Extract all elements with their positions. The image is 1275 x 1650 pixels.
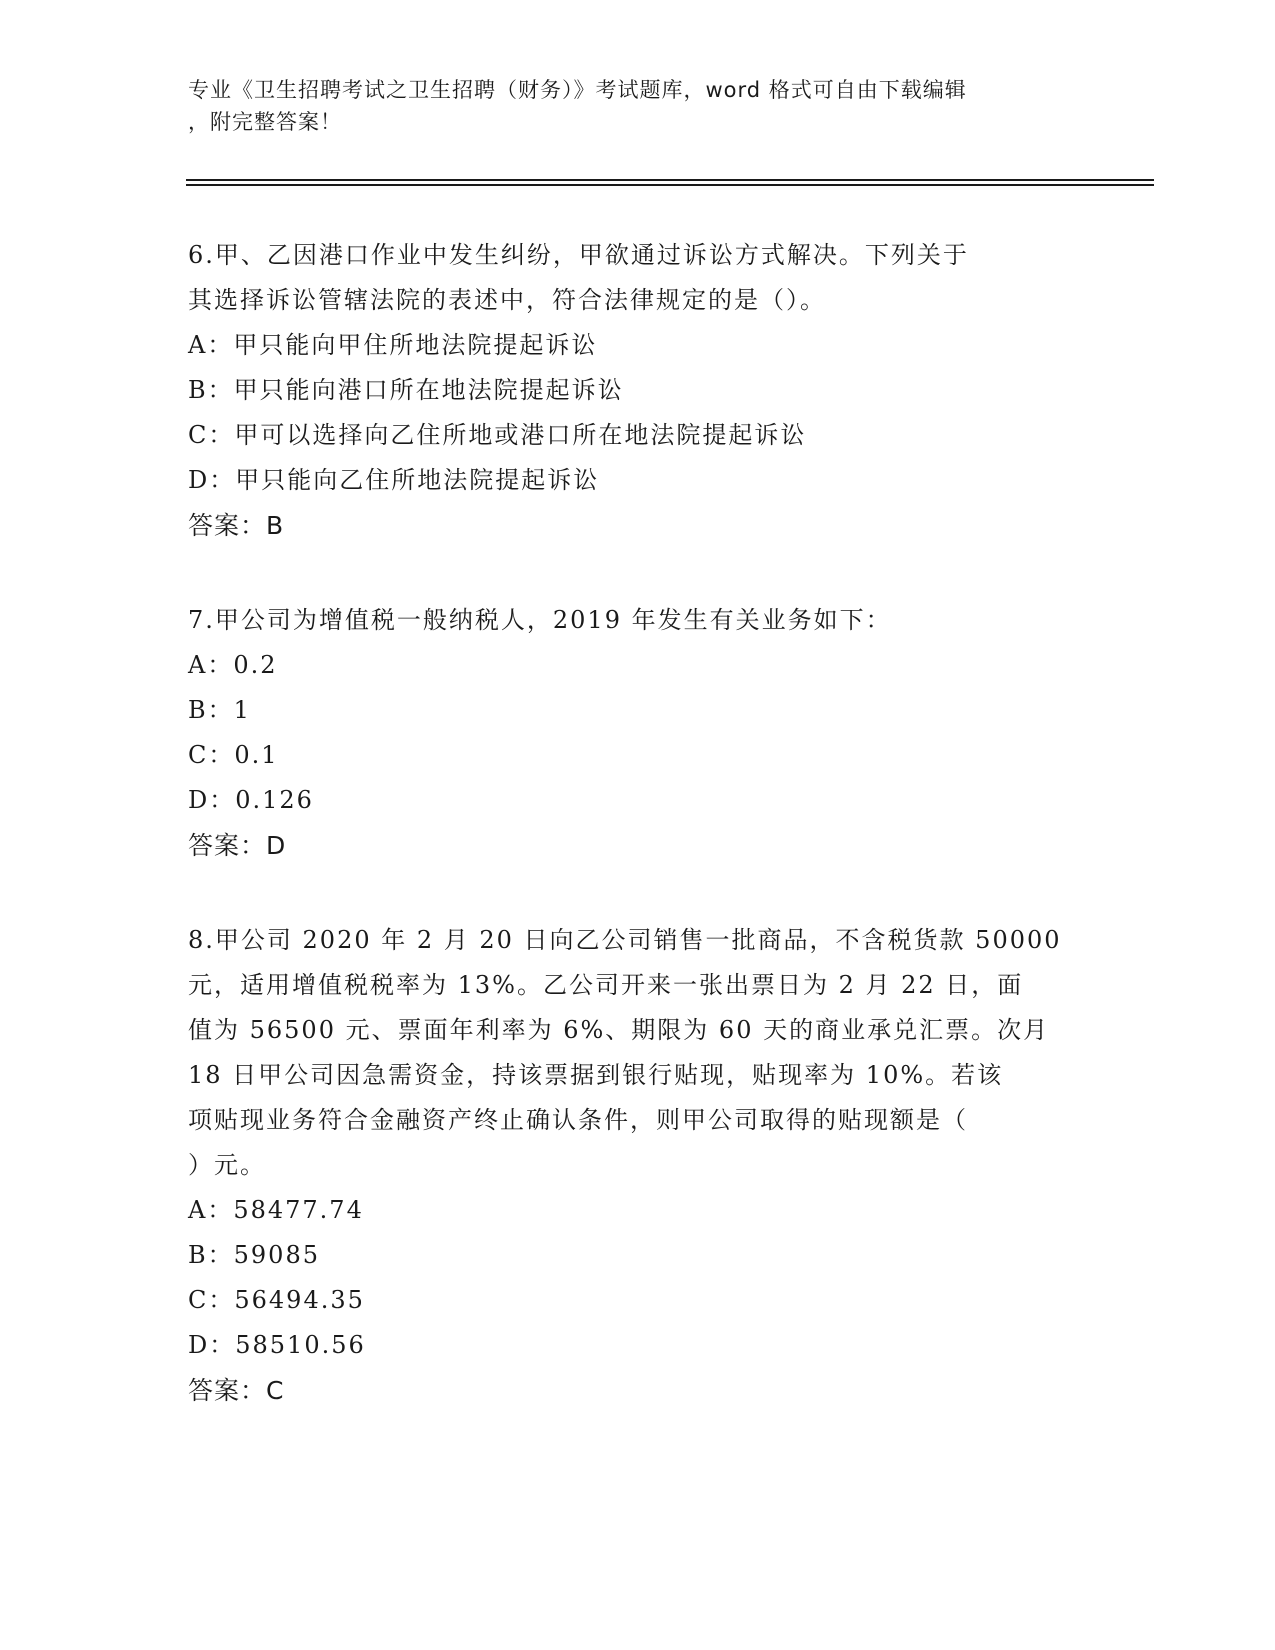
question-stem-line: 值为 56500 元、票面年利率为 6%、期限为 60 天的商业承兑汇票。次月	[188, 1016, 1050, 1044]
answer-label: 答案：C	[188, 1376, 285, 1405]
question-stem-line: 18 日甲公司因急需资金，持该票据到银行贴现，贴现率为 10%。若该	[188, 1061, 1004, 1089]
answer-label: 答案：B	[188, 511, 285, 540]
option-c: C：甲可以选择向乙住所地或港口所在地法院提起诉讼	[188, 421, 807, 449]
option-a: A：0.2	[188, 651, 278, 679]
question-stem-line: 项贴现业务符合金融资产终止确认条件，则甲公司取得的贴现额是（	[188, 1106, 968, 1134]
question-stem-line: 其选择诉讼管辖法院的表述中，符合法律规定的是（）。	[188, 286, 826, 314]
option-c: C：56494.35	[188, 1286, 365, 1314]
question-stem-line: 7.甲公司为增值税一般纳税人，2019 年发生有关业务如下：	[188, 606, 892, 634]
option-b: B：1	[188, 696, 251, 724]
question-stem-line: 元，适用增值税税率为 13%。乙公司开来一张出票日为 2 月 22 日，面	[188, 971, 1024, 999]
option-b: B：甲只能向港口所在地法院提起诉讼	[188, 376, 624, 404]
header-line-1: 专业《卫生招聘考试之卫生招聘（财务）》考试题库，word 格式可自由下载编辑	[188, 78, 967, 102]
option-b: B：59085	[188, 1241, 320, 1269]
header-line-2: ，附完整答案！	[188, 110, 342, 134]
option-a: A：58477.74	[188, 1196, 364, 1224]
question-7	[188, 598, 1088, 868]
question-stem-line: ）元。	[188, 1151, 266, 1179]
answer-label: 答案：D	[188, 831, 287, 860]
question-stem-line: 8.甲公司 2020 年 2 月 20 日向乙公司销售一批商品，不含税货款 50000	[188, 926, 1062, 954]
option-a: A：甲只能向甲住所地法院提起诉讼	[188, 331, 598, 359]
option-c: C：0.1	[188, 741, 279, 769]
header-divider-top	[186, 179, 1154, 181]
question-6	[188, 233, 1088, 548]
option-d: D：甲只能向乙住所地法院提起诉讼	[188, 466, 600, 494]
option-d: D：0.126	[188, 786, 314, 814]
header-divider-bottom	[186, 184, 1154, 186]
question-stem-line: 6.甲、乙因港口作业中发生纠纷，甲欲通过诉讼方式解决。下列关于	[188, 241, 969, 269]
option-d: D：58510.56	[188, 1331, 366, 1359]
document-header	[188, 74, 1088, 138]
question-8	[188, 918, 1088, 1413]
